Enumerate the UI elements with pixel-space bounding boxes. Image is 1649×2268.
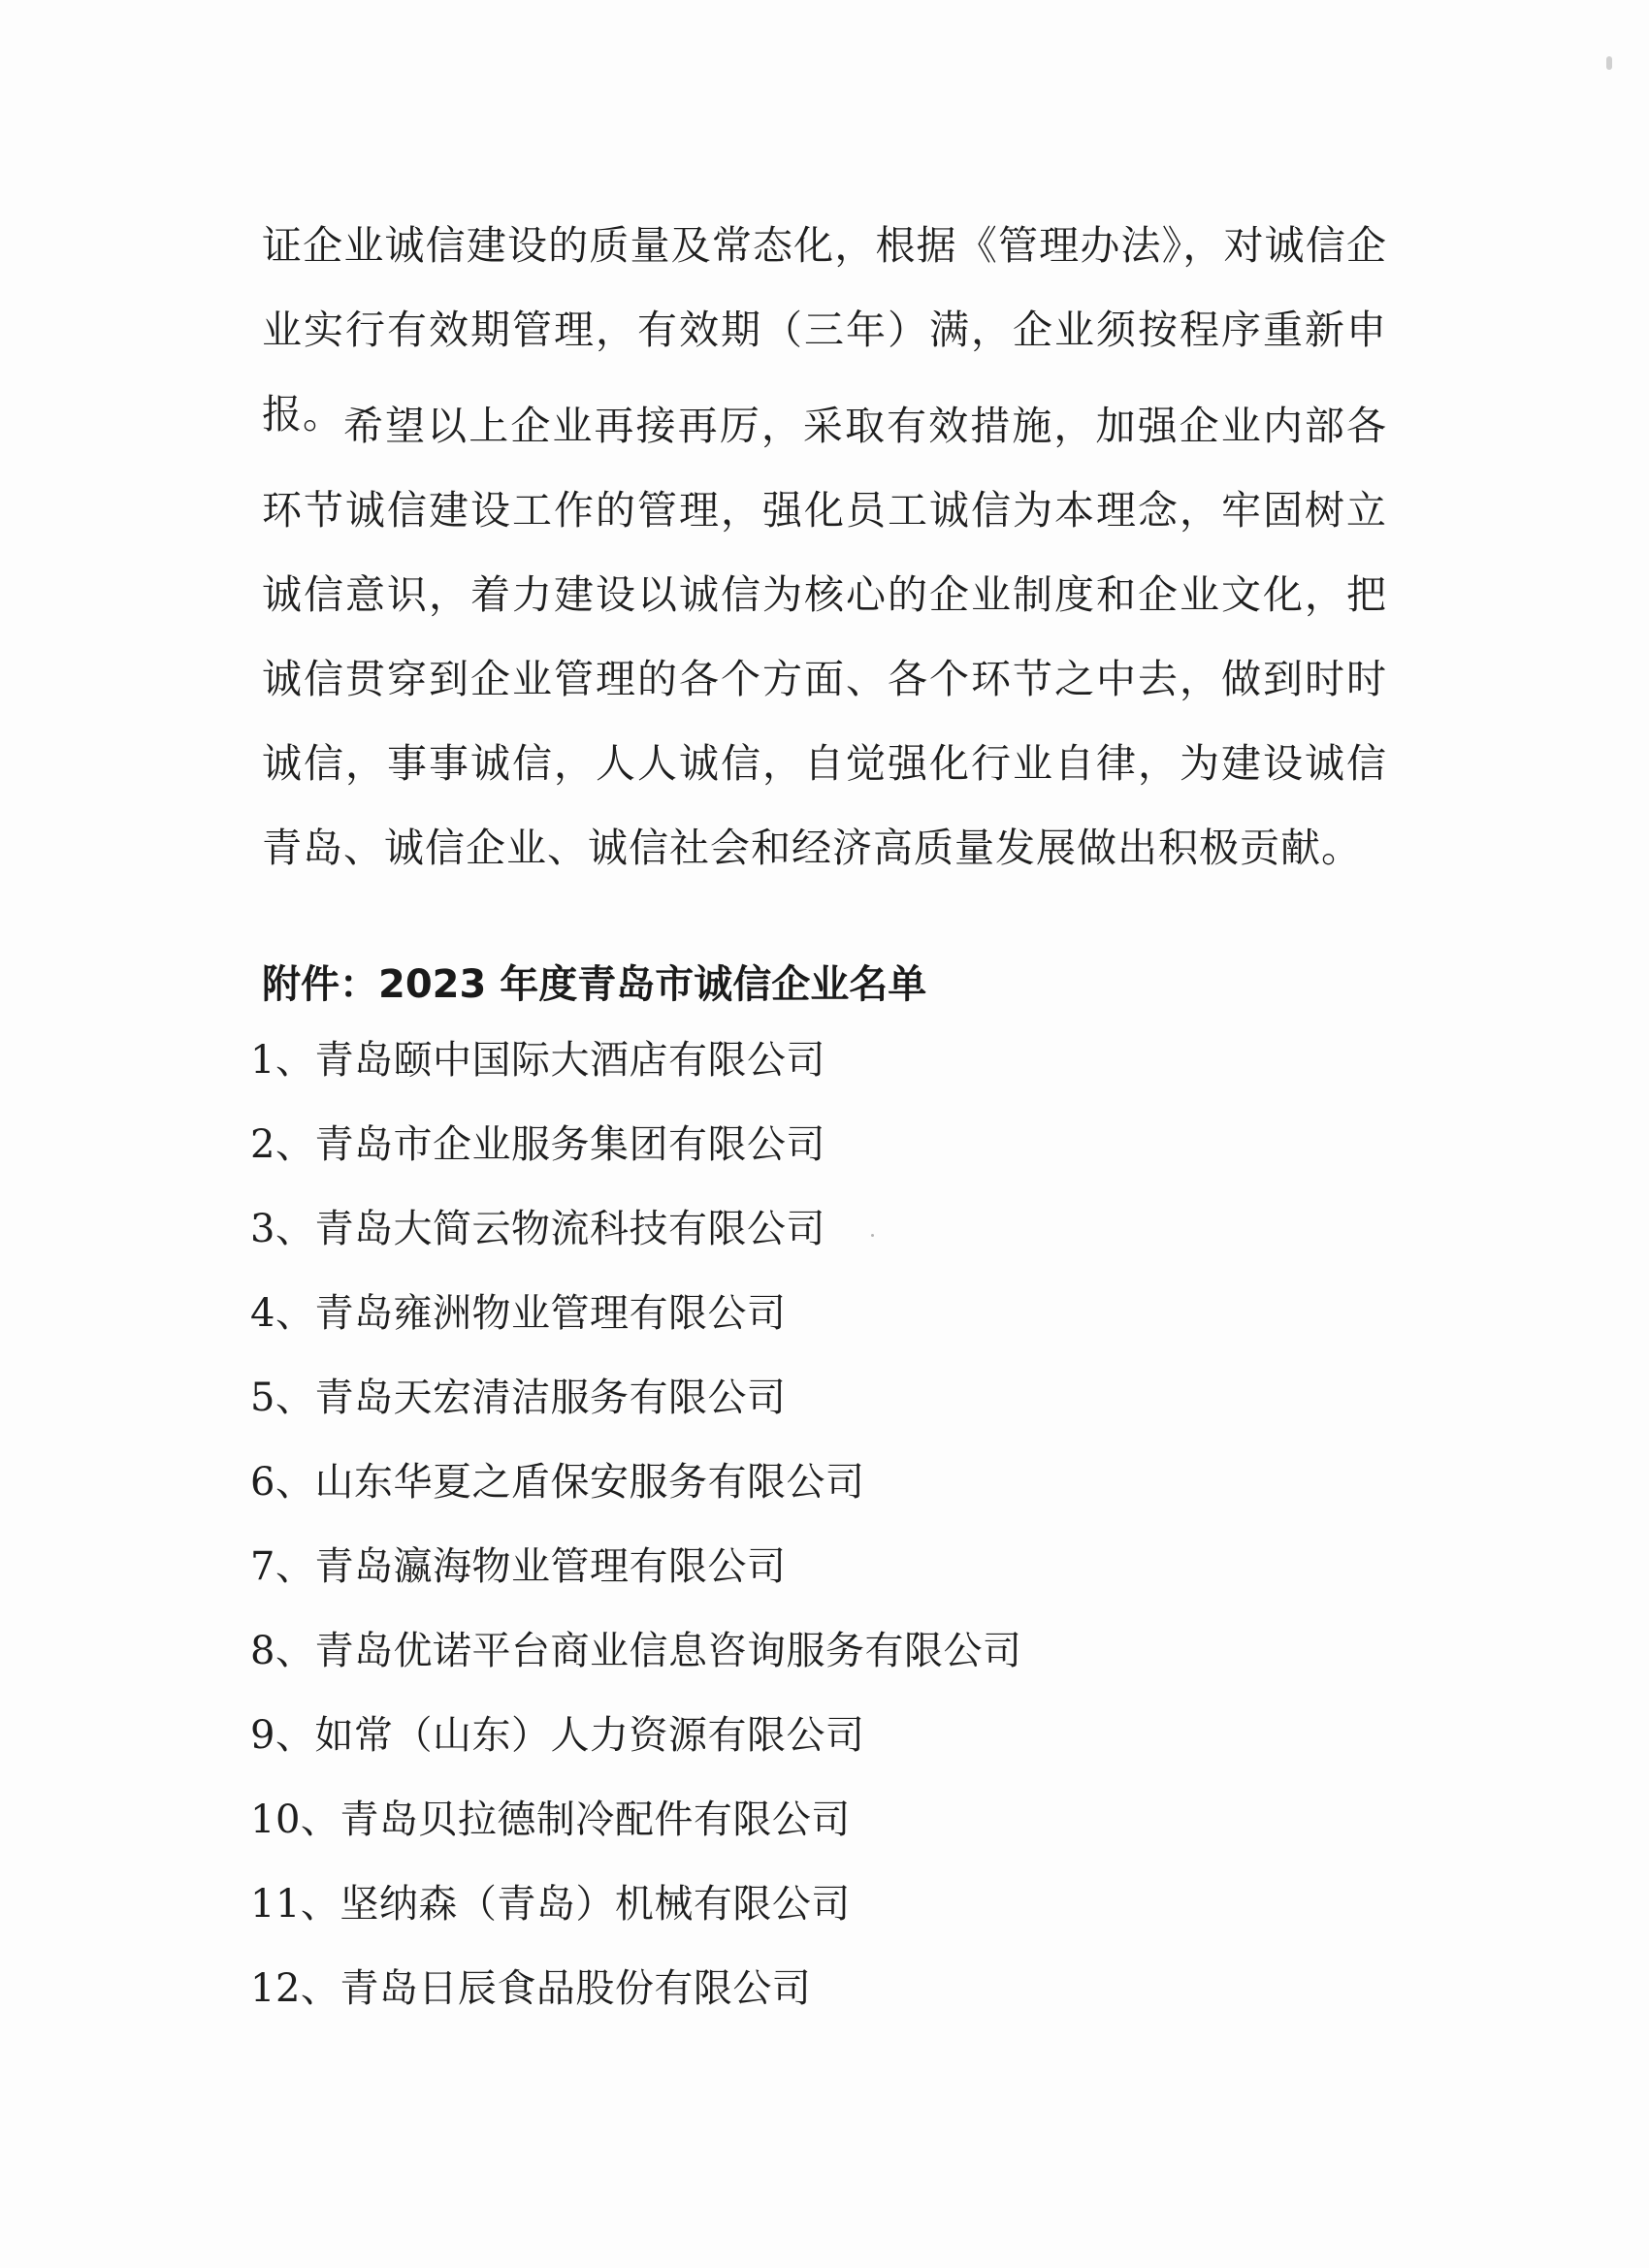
- list-item: 10、青岛贝拉德制冷配件有限公司: [250, 1798, 851, 1842]
- list-item: 11、坚纳森（青岛）机械有限公司: [250, 1882, 851, 1927]
- list-item: 3、青岛大简云物流科技有限公司: [250, 1207, 825, 1251]
- list-item: 9、如常（山东）人力资源有限公司: [250, 1713, 865, 1758]
- list-item: 1、青岛颐中国际大酒店有限公司: [250, 1038, 825, 1083]
- body-paragraph-1: 证企业诚信建设的质量及常态化，根据《管理办法》，对诚信企业实行有效期管理，有效期（三年）满，企业须按程序重新申报。: [262, 222, 1387, 437]
- list-item: 7、青岛瀛海物业管理有限公司: [250, 1544, 787, 1589]
- scan-mark: [1606, 56, 1612, 70]
- body-paragraph-2: 希望以上企业再接再厉，采取有效措施，加强企业内部各环节诚信建设工作的管理，强化员工诚信为本理念，牢固树立诚信意识，着力建设以诚信为核心的企业制度和企业文化，把诚信贯穿到企业管理的各个方面、各个环节之中去，做到时时诚信，事事诚信，人人诚信，自觉强化行业自律，为建设诚信青岛、诚信企业、诚信社会和经济高质量发展做出积极贡献。: [262, 403, 1387, 871]
- list-item: 12、青岛日辰食品股份有限公司: [250, 1966, 812, 2011]
- list-item: 2、青岛市企业服务集团有限公司: [250, 1122, 825, 1167]
- list-item: 8、青岛优诺平台商业信息咨询服务有限公司: [250, 1629, 1022, 1673]
- list-item: 4、青岛雍洲物业管理有限公司: [250, 1291, 787, 1336]
- attachment-title: 附件：2023 年度青岛市诚信企业名单: [262, 962, 927, 1007]
- list-item: 6、山东华夏之盾保安服务有限公司: [250, 1460, 865, 1505]
- list-item: 5、青岛天宏清洁服务有限公司: [250, 1376, 787, 1420]
- company-list: [250, 1031, 1021, 2044]
